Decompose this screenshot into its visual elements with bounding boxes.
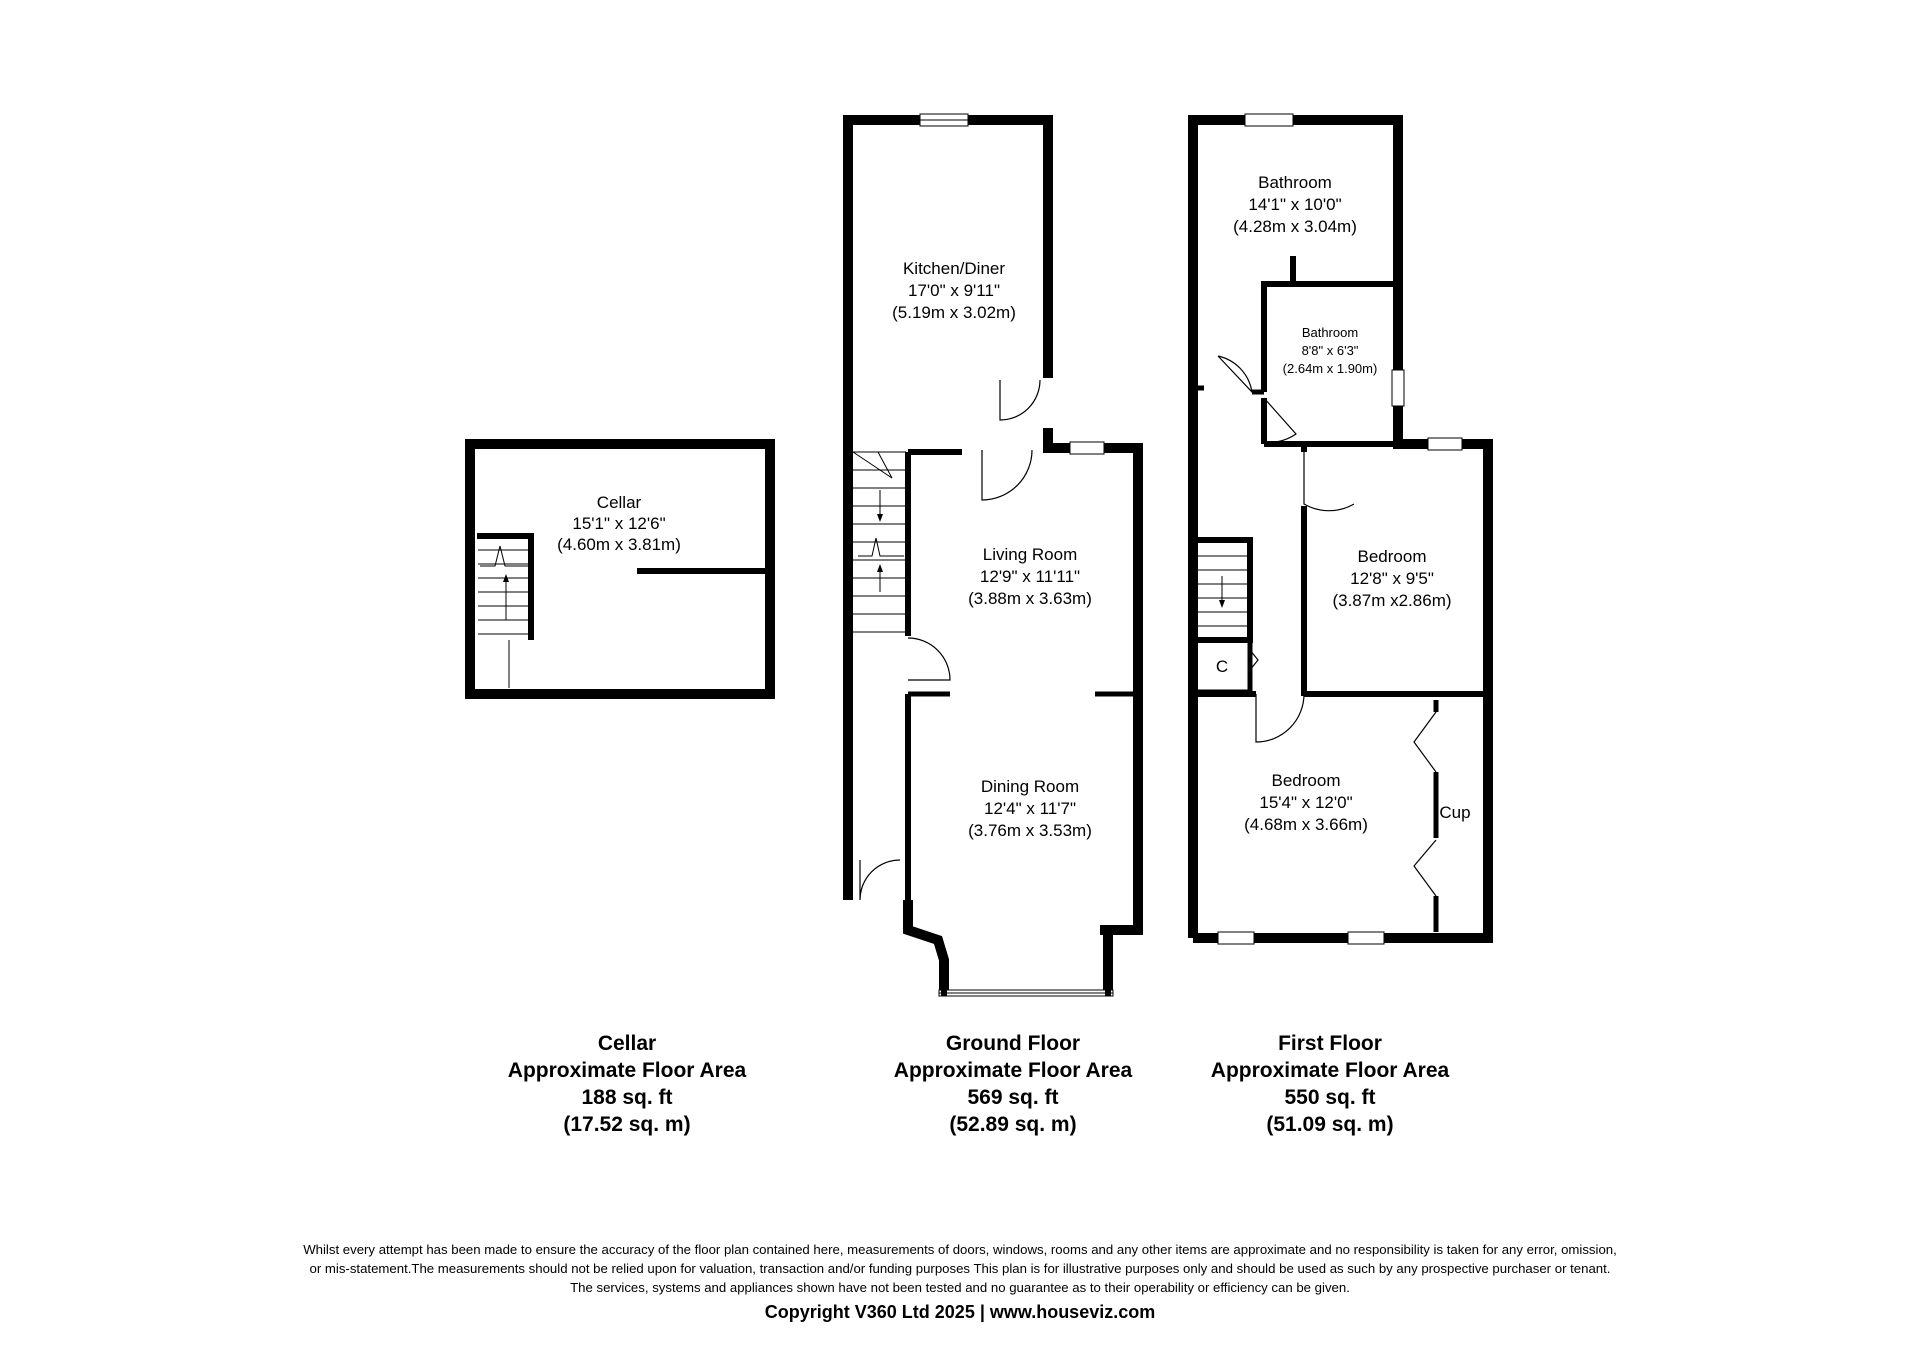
kitchen-room-name: Kitchen/Diner xyxy=(902,259,1006,278)
bedroom-rear-imperial: 12'8" x 9'5" xyxy=(1350,569,1434,588)
bathroom-main-metric: (4.28m x 3.04m) xyxy=(1233,217,1357,236)
disclaimer-line-2: or mis-statement.The measurements should not be relied upon for valuation, transaction and/or funding purposes This plan is for illustrative purposes only and should be used as such by any prospective purchaser or tenant. xyxy=(309,1261,1611,1276)
living-window xyxy=(1070,442,1104,454)
cellar-area-sqm: (17.52 sq. m) xyxy=(563,1113,691,1136)
cellar-room-metric: (4.60m x 3.81m) xyxy=(557,535,681,554)
cellar-staircase xyxy=(477,536,531,688)
wardrobe-door-top xyxy=(1414,712,1436,772)
cellar-plan xyxy=(470,444,770,694)
ground-area-caption xyxy=(843,1030,1183,1138)
bedroom-rear-metric: (3.87m x2.86m) xyxy=(1332,591,1452,610)
living-room-imperial: 12'9" x 11'11" xyxy=(979,567,1081,586)
first-floor-name: First Floor xyxy=(1278,1032,1382,1055)
living-door xyxy=(982,450,1032,500)
disclaimer-line-3: The services, systems and appliances shown have not been tested and no guarantee as to their operability or efficiency can be given. xyxy=(570,1280,1350,1295)
bedroom-front-metric: (4.68m x 3.66m) xyxy=(1244,815,1368,834)
small-bathroom-window xyxy=(1392,370,1404,406)
front-bedroom-door xyxy=(1256,694,1304,742)
first-area-label: Approximate Floor Area xyxy=(1210,1059,1450,1082)
ground-area-sqft: 569 sq. ft xyxy=(967,1086,1059,1109)
ground-area-label: Approximate Floor Area xyxy=(893,1059,1133,1082)
first-area-sqft: 550 sq. ft xyxy=(1284,1086,1376,1109)
bathroom-small-metric: (2.64m x 1.90m) xyxy=(1282,361,1378,376)
ground-floor-plan xyxy=(848,114,1138,996)
bathroom-window xyxy=(1245,114,1293,126)
disclaimer-line-1: Whilst every attempt has been made to ensure the accuracy of the floor plan contained here, measurements of doors, windows, rooms and any other items are approximate and no responsibility is taken for any error, omission, xyxy=(303,1242,1617,1257)
bathroom-small-imperial: 8'8" x 6'3" xyxy=(1301,343,1359,358)
cupboard-c-label: C xyxy=(1215,657,1229,676)
kitchen-room-imperial: 17'0" x 9'11" xyxy=(908,281,1000,300)
ground-area-sqm: (52.89 sq. m) xyxy=(949,1113,1077,1136)
ground-floor-name: Ground Floor xyxy=(945,1032,1081,1055)
bathroom-main-name: Bathroom xyxy=(1258,173,1332,192)
disclaimer-block xyxy=(140,1240,1780,1325)
front-door xyxy=(860,860,900,900)
dining-room-name: Dining Room xyxy=(980,777,1080,796)
bathroom-door xyxy=(1218,356,1252,392)
bathroom-small-name: Bathroom xyxy=(1301,325,1359,340)
copyright-notice: Copyright V360 Ltd 2025 | www.houseviz.com xyxy=(764,1302,1156,1322)
rear-bedroom-door xyxy=(1304,452,1354,511)
first-area-sqm: (51.09 sq. m) xyxy=(1266,1113,1394,1136)
dining-room-imperial: 12'4" x 11'7" xyxy=(984,799,1076,818)
living-room-name: Living Room xyxy=(982,545,1078,564)
wardrobe-door-bottom xyxy=(1414,840,1436,896)
cellar-room-imperial: 15'1" x 12'6" xyxy=(572,514,666,533)
cellar-area-caption xyxy=(457,1030,797,1138)
rear-bedroom-window xyxy=(1428,438,1462,450)
bedroom-rear-name: Bedroom xyxy=(1357,547,1427,566)
bedroom-front-name: Bedroom xyxy=(1271,771,1341,790)
cellar-room-name: Cellar xyxy=(596,493,642,512)
kitchen-door xyxy=(1000,380,1040,420)
cellar-area-sqft: 188 sq. ft xyxy=(581,1086,673,1109)
bedroom-front-imperial: 15'4" x 12'0" xyxy=(1259,793,1353,812)
first-floor-plan xyxy=(1193,114,1488,944)
cellar-area-label: Approximate Floor Area xyxy=(507,1059,747,1082)
ground-staircase xyxy=(853,452,906,632)
dining-room-metric: (3.76m x 3.53m) xyxy=(968,821,1092,840)
front-bedroom-window-right xyxy=(1348,932,1384,944)
hall-door xyxy=(908,638,950,680)
front-bedroom-window-left xyxy=(1218,932,1254,944)
cellar-floor-name: Cellar xyxy=(597,1032,657,1055)
living-room-metric: (3.88m x 3.63m) xyxy=(968,589,1092,608)
cupboard-cup-label: Cup xyxy=(1439,803,1471,822)
bay-window-walls xyxy=(908,900,944,990)
landing-staircase xyxy=(1198,540,1250,640)
first-area-caption xyxy=(1160,1030,1500,1138)
kitchen-room-metric: (5.19m x 3.02m) xyxy=(892,303,1016,322)
small-bathroom-door xyxy=(1264,398,1296,442)
bathroom-main-imperial: 14'1" x 10'0" xyxy=(1248,195,1342,214)
